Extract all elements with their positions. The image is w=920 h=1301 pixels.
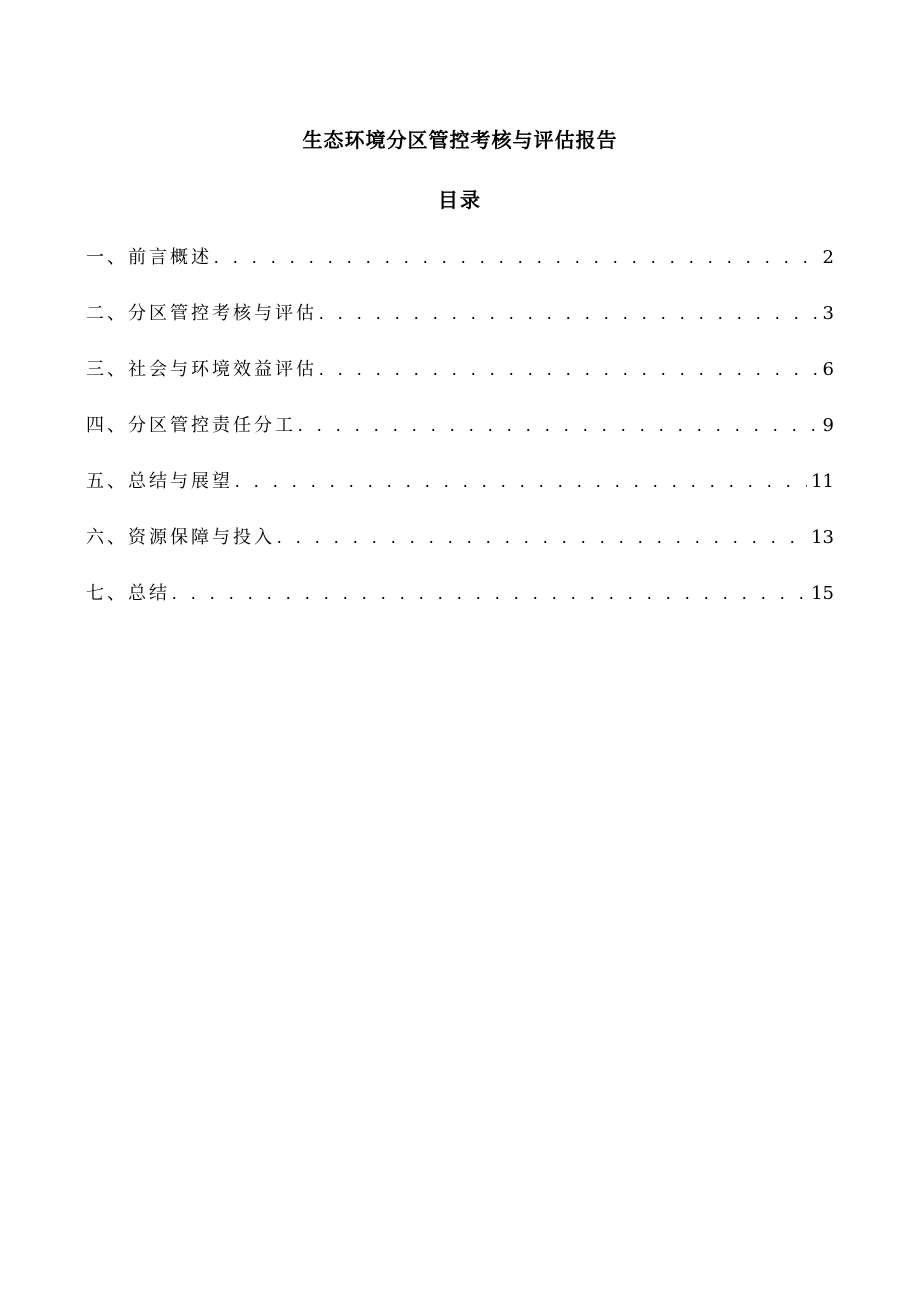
toc-entry-page: 3: [822, 303, 834, 324]
toc-entry-page: 2: [822, 247, 834, 268]
dot-leader: [235, 466, 807, 496]
toc-heading: 目录: [438, 188, 482, 212]
toc-entry-page: 11: [811, 471, 834, 492]
toc-entry-label: 四、分区管控责任分工: [86, 415, 296, 436]
dot-leader: [319, 298, 819, 328]
dot-leader: [214, 242, 819, 272]
toc-entry-label: 六、资源保障与投入: [86, 527, 275, 548]
toc-entry-page: 15: [811, 583, 834, 604]
toc-entry-page: 6: [822, 359, 834, 380]
toc-entry-label: 三、社会与环境效益评估: [86, 359, 317, 380]
table-of-contents: [86, 242, 834, 634]
toc-entry-label: 二、分区管控考核与评估: [86, 303, 317, 324]
toc-entry-page: 9: [822, 415, 834, 436]
toc-entry-5[interactable]: [86, 466, 834, 522]
dot-leader: [172, 578, 807, 608]
toc-entry-7[interactable]: [86, 578, 834, 634]
toc-entry-3[interactable]: [86, 354, 834, 410]
toc-entry-label: 一、前言概述: [86, 247, 212, 268]
toc-entry-1[interactable]: [86, 242, 834, 298]
dot-leader: [319, 354, 819, 384]
dot-leader: [298, 410, 819, 440]
toc-entry-4[interactable]: [86, 410, 834, 466]
dot-leader: [277, 522, 807, 552]
toc-entry-2[interactable]: [86, 298, 834, 354]
toc-entry-6[interactable]: [86, 522, 834, 578]
toc-entry-page: 13: [811, 527, 834, 548]
toc-entry-label: 七、总结: [86, 583, 170, 604]
document-title: 生态环境分区管控考核与评估报告: [302, 128, 618, 152]
toc-entry-label: 五、总结与展望: [86, 471, 233, 492]
